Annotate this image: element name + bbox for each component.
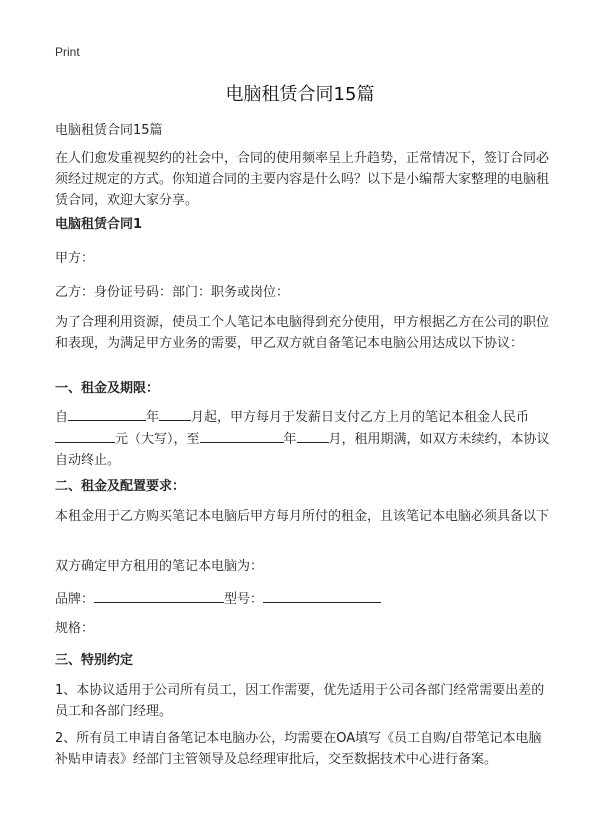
heading-rent-term: 一、租金及期限： bbox=[55, 381, 160, 396]
brand-label: 品牌： bbox=[55, 592, 95, 607]
amount-blank bbox=[55, 428, 115, 443]
end-month-blank bbox=[297, 428, 329, 443]
confirm-line: 双方确定甲方租用的笔记本电脑为： bbox=[55, 559, 264, 574]
start-month-blank bbox=[159, 406, 191, 421]
end-year-blank bbox=[200, 428, 284, 443]
heading-special-terms: 三、特别约定 bbox=[55, 653, 134, 668]
spec-line: 规格： bbox=[55, 621, 95, 636]
print-link[interactable]: Print bbox=[55, 45, 80, 59]
term-text-3: 月起，甲方每月于发薪日支付乙方上月的笔记本租金人民币 bbox=[191, 410, 530, 425]
section-title: 电脑租赁合同1 bbox=[55, 217, 143, 232]
term-text-2: 年 bbox=[146, 410, 160, 425]
brand-blank bbox=[94, 588, 224, 603]
clause-1: 1、本协议适用于公司所有员工，因工作需要，优先适用于公司各部门经常需要出差的员工和各部门经理。 bbox=[55, 683, 545, 719]
term-text-4: 元（大写），至 bbox=[115, 432, 200, 447]
model-blank bbox=[263, 588, 381, 603]
party-a-line: 甲方： bbox=[55, 251, 95, 266]
start-year-blank bbox=[68, 406, 146, 421]
heading-rent-config: 二、租金及配置要求： bbox=[55, 479, 186, 494]
intro-paragraph: 在人们愈发重视契约的社会中，合同的使用频率呈上升趋势，正常情况下，签订合同必须经过规定的方式。你知道合同的主要内容是什么吗？以下是小编帮大家整理的电脑租赁合同，欢迎大家分享。 bbox=[55, 151, 550, 208]
rent-basis-paragraph: 本租金用于乙方购买笔记本电脑后甲方每月所付的租金，且该笔记本电脑必须具备以下 bbox=[55, 509, 550, 524]
document-subtitle: 电脑租赁合同15篇 bbox=[55, 123, 163, 138]
clause-2: 2、所有员工申请自备笔记本电脑办公，均需要在OA填写《员工自购/自带笔记本电脑补贴申请表》经部门主管领导及总经理审批后，交至数据技术中心进行备案。 bbox=[55, 731, 542, 767]
model-label: 型号： bbox=[224, 592, 264, 607]
purpose-paragraph: 为了合理利用资源，使员工个人笔记本电脑得到充分使用，甲方根据乙方在公司的职位和表现，为满足甲方业务的需要，甲乙双方就自备笔记本电脑公用达成以下协议： bbox=[55, 315, 550, 351]
term-text-1: 自 bbox=[55, 410, 69, 425]
term-text-5: 年 bbox=[283, 432, 297, 447]
term-paragraph bbox=[55, 406, 550, 471]
party-b-line: 乙方：身份证号码：部门：职务或岗位： bbox=[55, 285, 290, 300]
document-title: 电脑租赁合同15篇 bbox=[225, 84, 375, 105]
brand-model-line bbox=[55, 588, 550, 610]
term-text-6: 月，租用期满，如双方未续约，本协议自动终止。 bbox=[55, 432, 550, 468]
